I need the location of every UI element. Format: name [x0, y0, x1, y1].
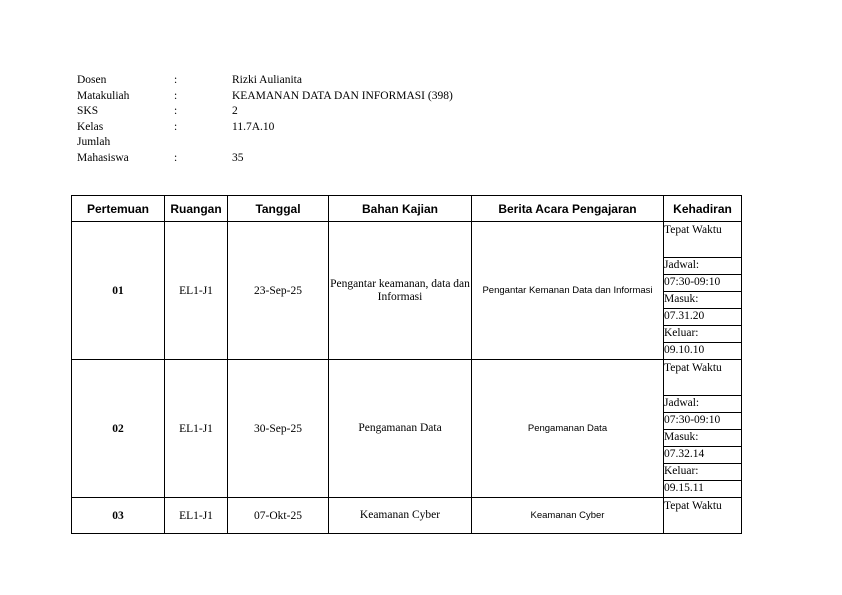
sks-value: 2 — [232, 105, 238, 117]
masuk-label: Masuk: — [664, 430, 742, 447]
table-row — [72, 222, 742, 258]
berita-acara-cell: Pengantar Kemanan Data dan Informasi — [472, 222, 664, 360]
masuk-value: 07.32.14 — [664, 447, 742, 464]
dosen-label: Dosen — [77, 74, 107, 86]
kehadiran-status — [664, 360, 742, 396]
attendance-table — [71, 195, 742, 534]
jumlah-mahasiswa-value: 35 — [232, 151, 244, 164]
jadwal-value: 07:30-09:10 — [664, 413, 742, 430]
table-header-row — [72, 196, 742, 222]
pertemuan-cell: 01 — [72, 222, 165, 360]
colon: : — [174, 120, 178, 133]
keluar-value: 09.10.10 — [664, 343, 742, 360]
pertemuan-cell: 02 — [72, 360, 165, 498]
colon: : — [174, 151, 178, 164]
colon: : — [174, 105, 178, 117]
jumlah-mahasiswa-label-line1: Jumlah — [77, 136, 111, 148]
berita-acara-cell: Pengamanan Data — [472, 360, 664, 498]
pertemuan-cell: 03 — [72, 498, 165, 534]
masuk-value: 07.31.20 — [664, 309, 742, 326]
matakuliah-label: Matakuliah — [77, 89, 130, 102]
tanggal-cell: 23-Sep-25 — [228, 222, 329, 360]
masuk-label: Masuk: — [664, 292, 742, 309]
keluar-label: Keluar: — [664, 464, 742, 481]
berita-acara-cell: Keamanan Cyber — [472, 498, 664, 534]
header-bahan-kajian: Bahan Kajian — [329, 196, 472, 222]
keluar-value: 09.15.11 — [664, 481, 742, 498]
colon: : — [174, 89, 178, 102]
tanggal-cell: 07-Okt-25 — [228, 498, 329, 534]
header-kehadiran: Kehadiran — [664, 196, 742, 222]
bahan-kajian-cell: Pengamanan Data — [329, 360, 472, 498]
table-row — [72, 498, 742, 534]
ruangan-cell: EL1-J1 — [165, 360, 228, 498]
kehadiran-status-text: Tepat Waktu — [664, 500, 722, 512]
jumlah-mahasiswa-label — [77, 135, 167, 166]
header-berita-acara: Berita Acara Pengajaran — [472, 196, 664, 222]
keluar-label: Keluar: — [664, 326, 742, 343]
kelas-value: 11.7A.10 — [232, 120, 275, 133]
matakuliah-value: KEAMANAN DATA DAN INFORMASI (398) — [232, 89, 453, 102]
kehadiran-status-text: Tepat Waktu — [664, 362, 722, 374]
tanggal-cell: 30-Sep-25 — [228, 360, 329, 498]
header-ruangan: Ruangan — [165, 196, 228, 222]
kelas-label: Kelas — [77, 120, 104, 133]
kehadiran-status-text: Tepat Waktu — [664, 224, 722, 236]
dosen-value: Rizki Aulianita — [232, 74, 302, 86]
sks-label: SKS — [77, 105, 99, 117]
header-pertemuan: Pertemuan — [72, 196, 165, 222]
jumlah-mahasiswa-label-line2: Mahasiswa — [77, 151, 129, 164]
colon: : — [174, 74, 178, 86]
bahan-kajian-cell: Keamanan Cyber — [329, 498, 472, 534]
kehadiran-status — [664, 498, 742, 534]
table-row — [72, 360, 742, 396]
jadwal-label: Jadwal: — [664, 396, 742, 413]
ruangan-cell: EL1-J1 — [165, 498, 228, 534]
header-tanggal: Tanggal — [228, 196, 329, 222]
kehadiran-status — [664, 222, 742, 258]
jadwal-label: Jadwal: — [664, 258, 742, 275]
jadwal-value: 07:30-09:10 — [664, 275, 742, 292]
ruangan-cell: EL1-J1 — [165, 222, 228, 360]
bahan-kajian-cell: Pengantar keamanan, data dan Informasi — [329, 222, 472, 360]
